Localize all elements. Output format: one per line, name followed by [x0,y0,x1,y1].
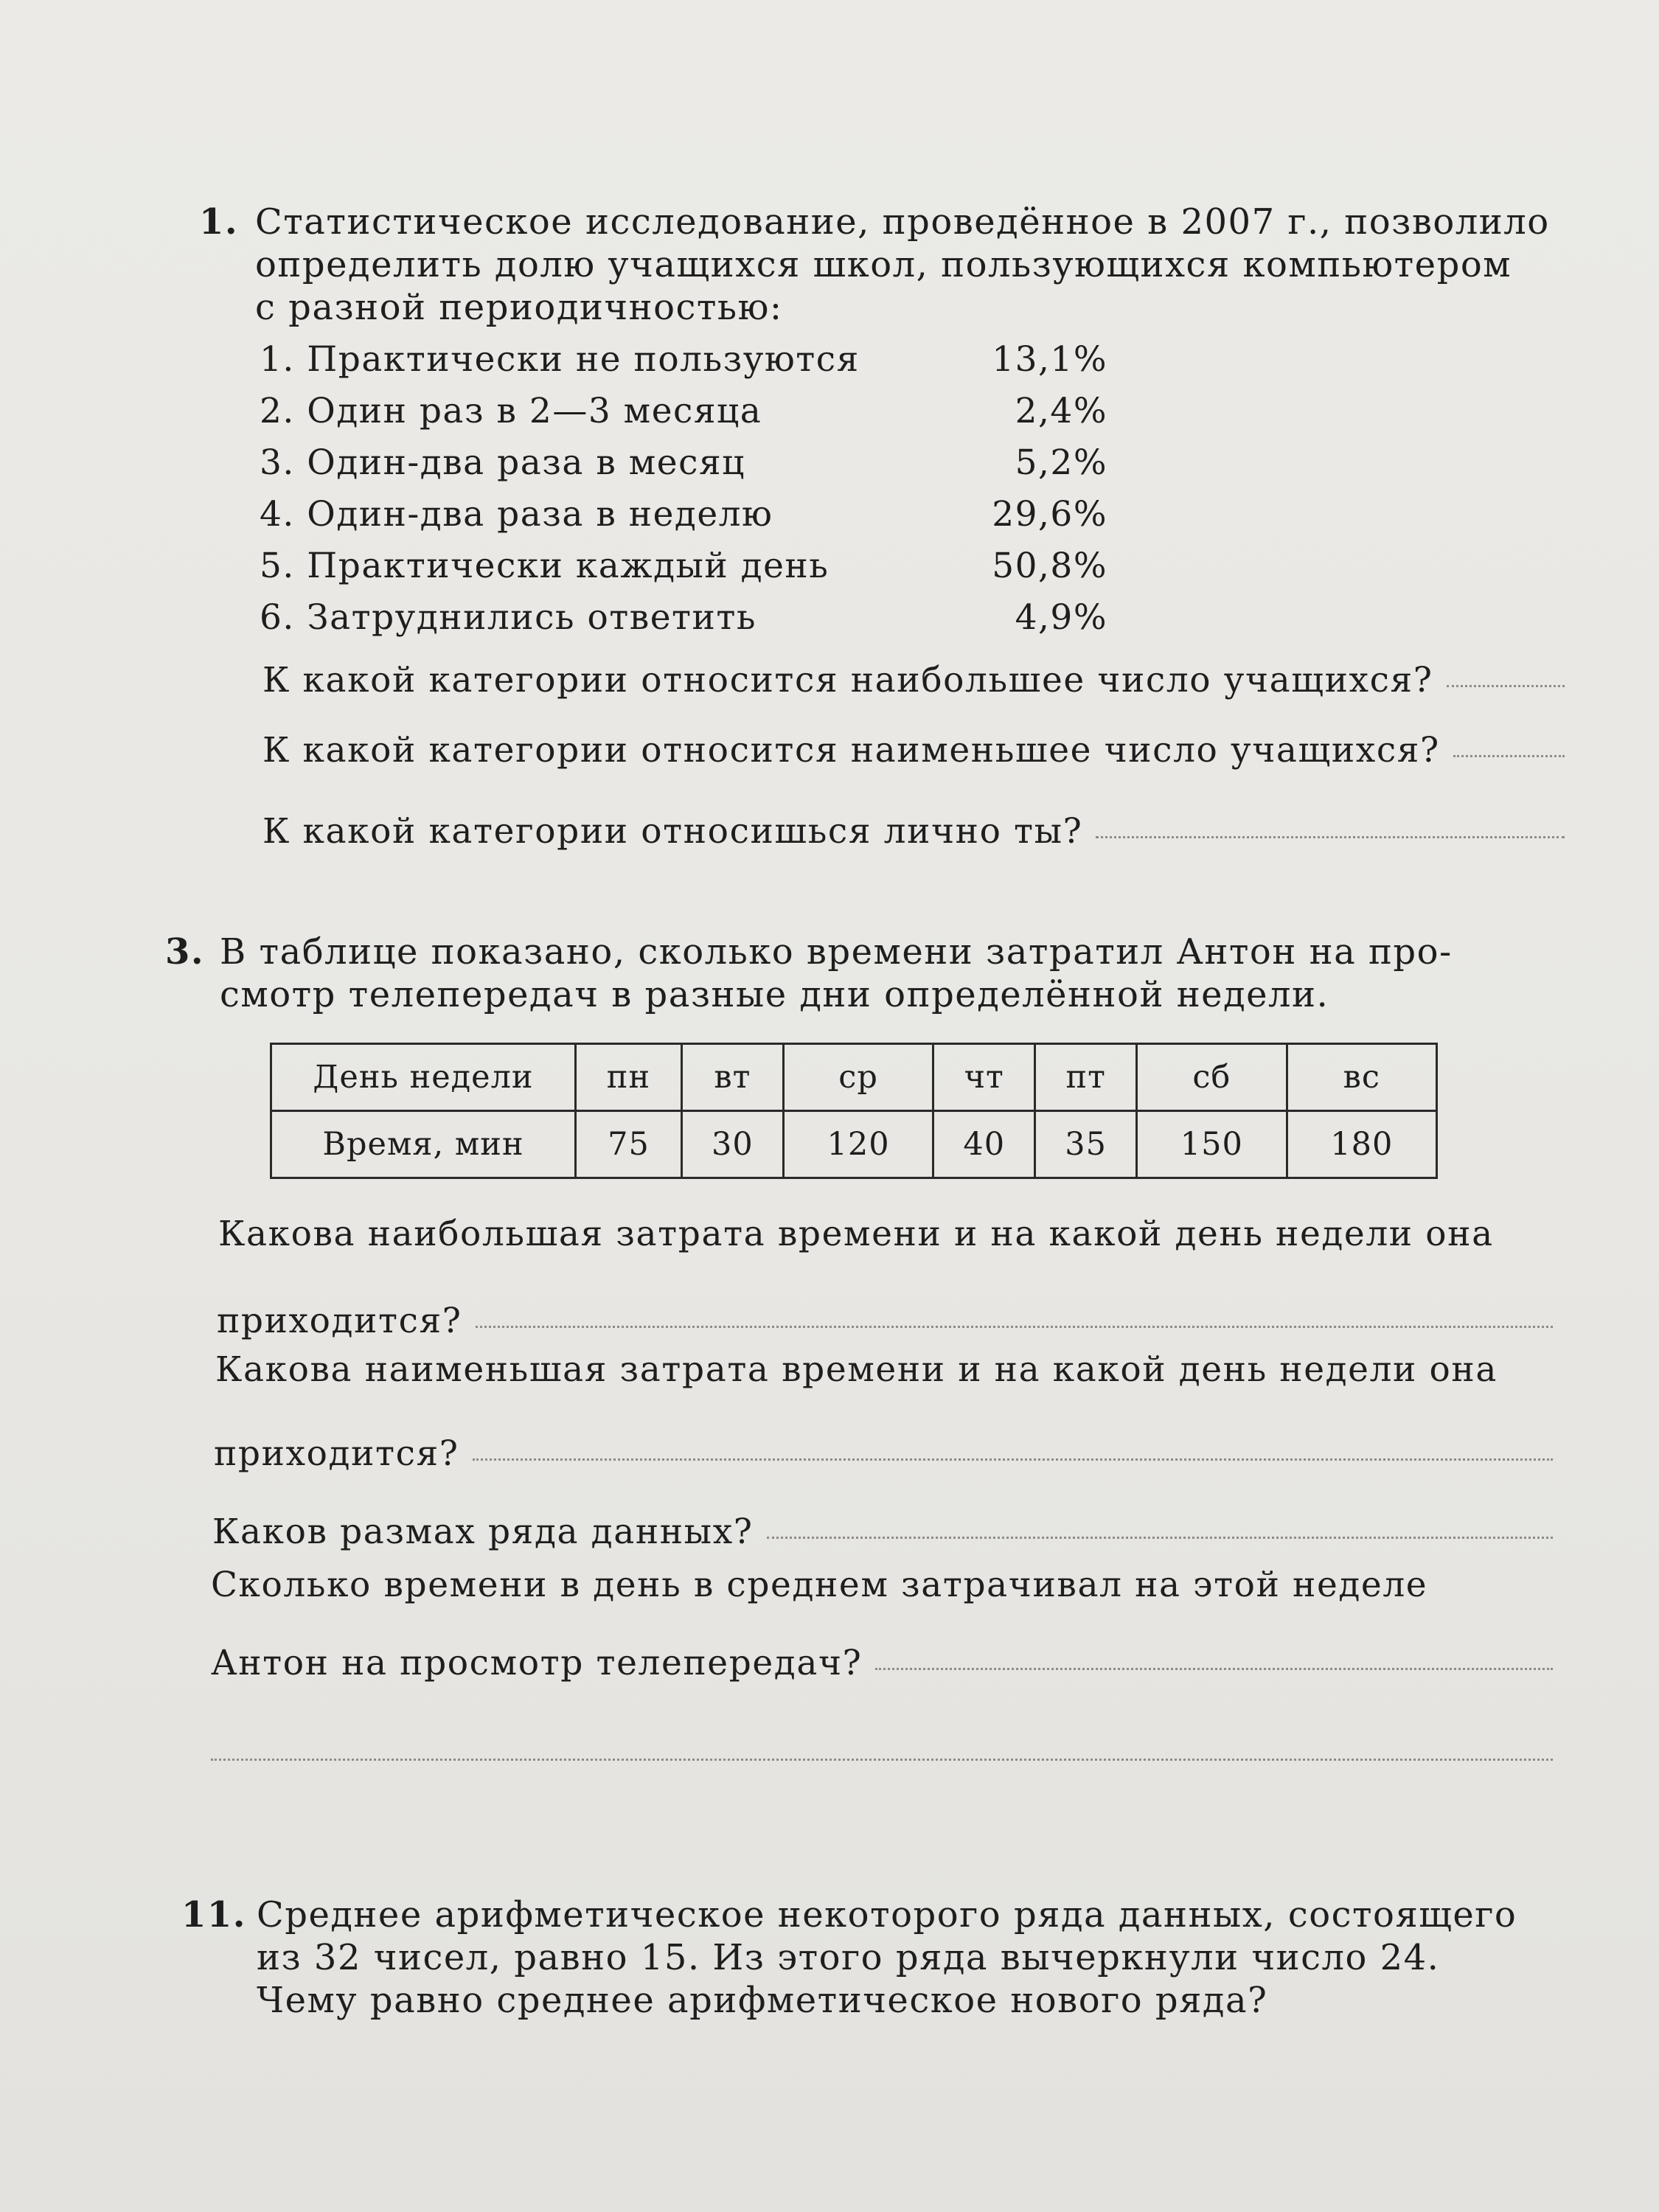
table-day-cell: ср [783,1044,933,1111]
problem-3-text-line: В таблице показано, сколько времени затратил Антон на про- [220,931,1453,973]
problem-3-question-range [212,1512,1553,1552]
option-row [260,339,1107,391]
answer-blank-extra[interactable] [211,1758,1553,1761]
option-row [260,442,1107,494]
option-value: 13,1% [992,339,1107,380]
option-label: 6. Затруднились ответить [260,597,757,638]
option-label: 3. Один-два раза в месяц [260,442,745,483]
question-text: К какой категории относится наименьшее число учащихся? [262,730,1440,771]
problem-11-number: 11. [181,1894,247,1935]
option-label: 5. Практически каждый день [260,546,830,586]
table-day-cell: пн [576,1044,682,1111]
tv-time-table [270,1043,1438,1179]
question-text: приходится? [214,1433,459,1474]
problem-3-question-average [211,1565,1553,1605]
table-day-cell: сб [1137,1044,1287,1111]
table-time-cell: 75 [576,1111,682,1178]
problem-3-number: 3. [165,931,205,973]
question-text: Какова наименьшая затрата времени и на какой день недели она [215,1349,1498,1390]
option-label: 2. Один раз в 2—3 месяца [260,391,762,431]
problem-1-number: 1. [199,201,239,243]
option-row [260,494,1107,546]
problem-11-text [257,1893,1568,2022]
table-time-cell: 30 [681,1111,783,1178]
option-value: 2,4% [1015,391,1107,431]
option-value: 50,8% [992,546,1107,586]
answer-blank[interactable] [476,1325,1553,1328]
table-row-label: Время, мин [271,1111,576,1178]
problem-1-question-smallest [262,730,1565,771]
table-time-cell: 120 [783,1111,933,1178]
question-text: К какой категории относишься лично ты? [262,811,1083,852]
table-day-cell: вс [1287,1044,1436,1111]
option-value: 5,2% [1015,442,1107,483]
table-row [271,1111,1437,1178]
answer-blank[interactable] [875,1667,1553,1670]
option-value: 29,6% [992,494,1107,535]
problem-3-text-line: смотр телепередач в разные дни определённой недели. [220,974,1329,1015]
question-text: Антон на просмотр телепередач? [211,1643,863,1683]
option-row [260,391,1107,442]
answer-blank[interactable] [1447,684,1565,687]
table-day-cell: чт [933,1044,1035,1111]
problem-1-text-line: определить долю учащихся школ, пользующихся компьютером [255,244,1512,285]
option-label: 1. Практически не пользуются [260,339,860,380]
problem-1-text-line: Статистическое исследование, проведённое в 2007 г., позволило [255,201,1550,243]
option-row [260,597,1107,649]
option-row [260,546,1107,597]
table-day-cell: пт [1035,1044,1137,1111]
table-time-cell: 180 [1287,1111,1436,1178]
table-day-cell: вт [681,1044,783,1111]
option-label: 4. Один-два раза в неделю [260,494,773,535]
table-time-cell: 150 [1137,1111,1287,1178]
problem-11-text-line: Среднее арифметическое некоторого ряда данных, состоящего [257,1894,1517,1935]
problem-1-options [260,339,1107,649]
problem-1-text [255,201,1568,329]
problem-3-question-max [218,1214,1553,1254]
table-header-row [271,1044,1437,1111]
answer-blank[interactable] [1453,754,1565,757]
answer-blank[interactable] [473,1458,1553,1461]
answer-blank[interactable] [1096,835,1565,838]
question-text: приходится? [217,1301,462,1341]
problem-1-question-largest [262,660,1565,700]
problem-3-text [220,931,1551,1016]
table-header-label: День недели [271,1044,576,1111]
question-text: Какова наибольшая затрата времени и на какой день недели она [218,1214,1494,1254]
table-time-cell: 35 [1035,1111,1137,1178]
problem-11-text-line: из 32 чисел, равно 15. Из этого ряда вычеркнули число 24. [257,1937,1440,1978]
problem-11-text-line: Чему равно среднее арифметическое нового ряда? [257,1980,1268,2021]
problem-3-question-min-cont [214,1433,1553,1474]
option-value: 4,9% [1015,597,1107,638]
problem-3-question-min [215,1349,1553,1390]
problem-1-text-line: с разной периодичностью: [255,287,783,328]
question-text: Сколько времени в день в среднем затрачивал на этой неделе [211,1565,1428,1605]
answer-blank[interactable] [767,1536,1553,1539]
problem-3-question-max-cont [217,1301,1553,1341]
question-text: Каков размах ряда данных? [212,1512,754,1552]
table-time-cell: 40 [933,1111,1035,1178]
question-text: К какой категории относится наибольшее число учащихся? [262,660,1433,700]
problem-3-question-average-cont [211,1643,1553,1683]
problem-1-question-personal [262,811,1565,852]
